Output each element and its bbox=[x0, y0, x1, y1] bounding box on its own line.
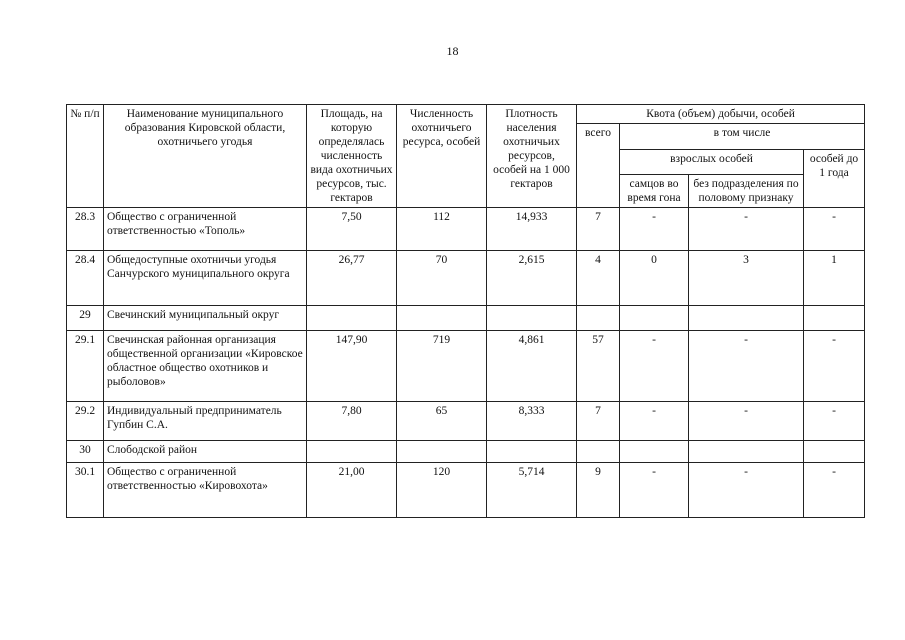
cell-name: Слободской район bbox=[104, 441, 307, 463]
cell-juveniles: 1 bbox=[804, 251, 865, 306]
header-num: № п/п bbox=[67, 105, 104, 208]
cell-males: - bbox=[620, 208, 689, 251]
table-row bbox=[67, 251, 865, 306]
cell-total bbox=[577, 306, 620, 331]
header-total: всего bbox=[577, 124, 620, 208]
table-row bbox=[67, 331, 865, 402]
cell-nosex: 3 bbox=[689, 251, 804, 306]
cell-total: 57 bbox=[577, 331, 620, 402]
cell-total: 4 bbox=[577, 251, 620, 306]
cell-count bbox=[397, 306, 487, 331]
cell-num: 29 bbox=[67, 306, 104, 331]
cell-area: 26,77 bbox=[307, 251, 397, 306]
table-row bbox=[67, 306, 865, 331]
header-nosex: без подразделения по половому признаку bbox=[689, 175, 804, 208]
cell-area bbox=[307, 306, 397, 331]
cell-nosex: - bbox=[689, 463, 804, 518]
cell-name: Свечинский муниципальный округ bbox=[104, 306, 307, 331]
cell-num: 29.2 bbox=[67, 402, 104, 441]
header-juveniles: особей до 1 года bbox=[804, 149, 865, 208]
cell-count: 70 bbox=[397, 251, 487, 306]
header-density: Плотность населения охотничьих ресурсов, особей на 1 000 гектаров bbox=[487, 105, 577, 208]
cell-total bbox=[577, 441, 620, 463]
cell-nosex bbox=[689, 441, 804, 463]
cell-area: 21,00 bbox=[307, 463, 397, 518]
cell-juveniles: - bbox=[804, 208, 865, 251]
cell-num: 30.1 bbox=[67, 463, 104, 518]
cell-area: 7,80 bbox=[307, 402, 397, 441]
header-name: Наименование муниципального образования Кировской области, охотничьего угодья bbox=[104, 105, 307, 208]
cell-name: Общество с ограниченной ответственностью «Кировохота» bbox=[104, 463, 307, 518]
cell-total: 7 bbox=[577, 208, 620, 251]
cell-name: Общедоступные охотничьи угодья Санчурского муниципального округа bbox=[104, 251, 307, 306]
cell-nosex bbox=[689, 306, 804, 331]
page-number: 18 bbox=[446, 44, 459, 58]
cell-density: 5,714 bbox=[487, 463, 577, 518]
cell-num: 30 bbox=[67, 441, 104, 463]
quota-table bbox=[66, 104, 865, 518]
table-row bbox=[67, 463, 865, 518]
cell-juveniles: - bbox=[804, 463, 865, 518]
header-including: в том числе bbox=[620, 124, 865, 150]
cell-juveniles bbox=[804, 306, 865, 331]
cell-males bbox=[620, 441, 689, 463]
cell-total: 7 bbox=[577, 402, 620, 441]
header-quota: Квота (объем) добычи, особей bbox=[577, 105, 865, 124]
header-area: Площадь, на которую определялась численность вида охотничьих ресурсов, тыс. гектаров bbox=[307, 105, 397, 208]
cell-density bbox=[487, 441, 577, 463]
cell-density: 2,615 bbox=[487, 251, 577, 306]
cell-nosex: - bbox=[689, 331, 804, 402]
table-row bbox=[67, 208, 865, 251]
cell-males: 0 bbox=[620, 251, 689, 306]
cell-density bbox=[487, 306, 577, 331]
cell-area: 147,90 bbox=[307, 331, 397, 402]
cell-males: - bbox=[620, 331, 689, 402]
cell-name: Индивидуальный предприниматель Гупбин С.А. bbox=[104, 402, 307, 441]
cell-num: 28.4 bbox=[67, 251, 104, 306]
cell-males: - bbox=[620, 402, 689, 441]
cell-juveniles: - bbox=[804, 402, 865, 441]
cell-juveniles bbox=[804, 441, 865, 463]
cell-nosex: - bbox=[689, 402, 804, 441]
cell-num: 29.1 bbox=[67, 331, 104, 402]
cell-density: 14,933 bbox=[487, 208, 577, 251]
header-males: самцов во время гона bbox=[620, 175, 689, 208]
cell-name: Общество с ограниченной ответственностью «Тополь» bbox=[104, 208, 307, 251]
header-adults: взрослых особей bbox=[620, 149, 804, 175]
cell-males: - bbox=[620, 463, 689, 518]
cell-count: 120 bbox=[397, 463, 487, 518]
cell-juveniles: - bbox=[804, 331, 865, 402]
header-count: Численность охотничьего ресурса, особей bbox=[397, 105, 487, 208]
cell-name: Свечинская районная организация общественной организации «Кировское областное общество охотников и рыболовов» bbox=[104, 331, 307, 402]
cell-count: 112 bbox=[397, 208, 487, 251]
cell-area: 7,50 bbox=[307, 208, 397, 251]
cell-nosex: - bbox=[689, 208, 804, 251]
table-row bbox=[67, 402, 865, 441]
cell-density: 8,333 bbox=[487, 402, 577, 441]
cell-males bbox=[620, 306, 689, 331]
cell-density: 4,861 bbox=[487, 331, 577, 402]
table-row bbox=[67, 441, 865, 463]
cell-count bbox=[397, 441, 487, 463]
cell-num: 28.3 bbox=[67, 208, 104, 251]
cell-total: 9 bbox=[577, 463, 620, 518]
cell-area bbox=[307, 441, 397, 463]
cell-count: 65 bbox=[397, 402, 487, 441]
cell-count: 719 bbox=[397, 331, 487, 402]
